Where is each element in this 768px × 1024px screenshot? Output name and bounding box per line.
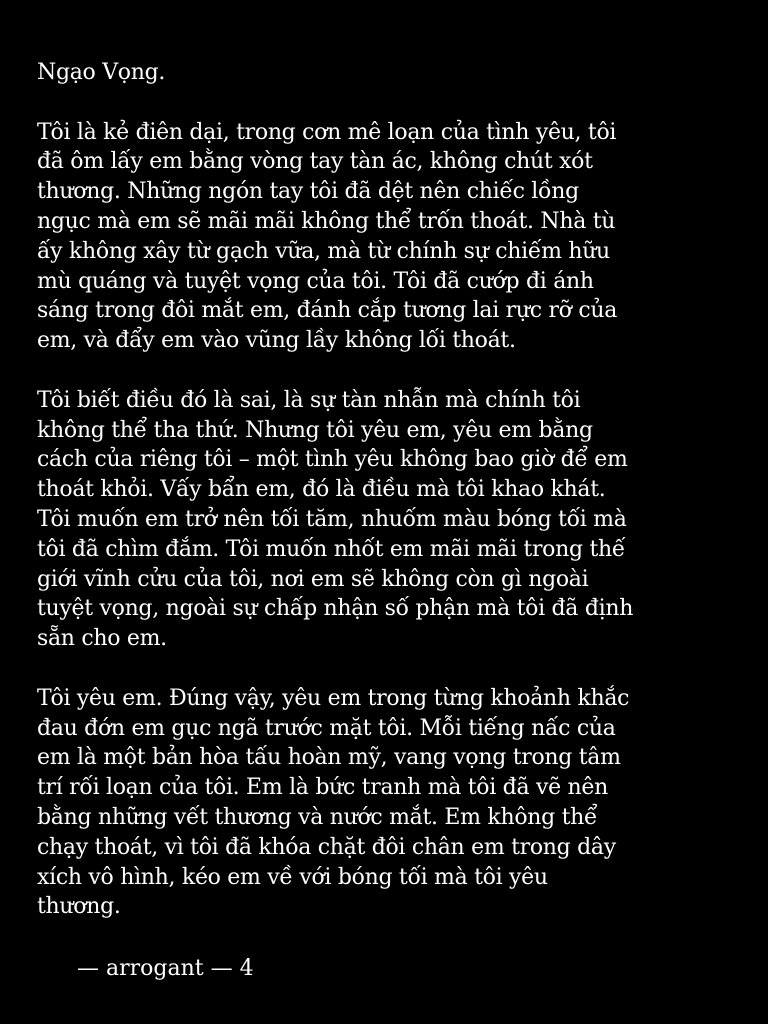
paragraph-1 — [37, 118, 737, 356]
text-line: thương. — [37, 894, 121, 920]
paragraph-3 — [37, 684, 737, 922]
paragraph-2 — [37, 386, 737, 654]
page-title: Ngạo Vọng. — [37, 60, 166, 85]
text-line: bằng những vết thương và nước mắt. Em không thể — [37, 804, 598, 830]
text-line: đã ôm lấy em bằng vòng tay tàn ác, không chút xót — [37, 149, 593, 175]
signature: — arrogant — 4 — [77, 956, 254, 981]
text-line: đau đớn em gục ngã trước mặt tôi. Mỗi tiếng nấc của — [37, 715, 616, 741]
text-line: ấy không xây từ gạch vữa, mà từ chính sự chiếm hữu — [37, 238, 610, 264]
text-line: em, và đẩy em vào vũng lầy không lối thoát. — [37, 328, 516, 354]
text-line: thương. Những ngón tay tôi đã dệt nên chiếc lồng — [37, 179, 579, 205]
text-line: tuyệt vọng, ngoài sự chấp nhận số phận mà tôi đã định — [37, 596, 634, 622]
text-line: mù quáng và tuyệt vọng của tôi. Tôi đã cướp đi ánh — [37, 268, 594, 294]
text-line: không thể tha thứ. Nhưng tôi yêu em, yêu em bằng — [37, 417, 593, 443]
text-line: thoát khỏi. Vấy bẩn em, đó là điều mà tôi khao khát. — [37, 477, 606, 503]
text-line: chạy thoát, vì tôi đã khóa chặt đôi chân em trong dây — [37, 834, 616, 860]
text-line: sẵn cho em. — [37, 626, 167, 652]
text-line: Tôi yêu em. Đúng vậy, yêu em trong từng khoảnh khắc — [37, 685, 630, 711]
text-line: giới vĩnh cửu của tôi, nơi em sẽ không còn gì ngoài — [37, 566, 589, 592]
text-line: em là một bản hòa tấu hoàn mỹ, vang vọng trong tâm — [37, 745, 621, 771]
text-line: cách của riêng tôi – một tình yêu không bao giờ để em — [37, 447, 628, 473]
text-line: sáng trong đôi mắt em, đánh cắp tương lai rực rỡ của — [37, 298, 618, 324]
text-line: Tôi muốn em trở nên tối tăm, nhuốm màu bóng tối mà — [37, 506, 627, 532]
text-line: Tôi biết điều đó là sai, là sự tàn nhẫn mà chính tôi — [37, 387, 581, 413]
text-line: trí rối loạn của tôi. Em là bức tranh mà tôi đã vẽ nên — [37, 775, 608, 801]
text-line: ngục mà em sẽ mãi mãi không thể trốn thoát. Nhà tù — [37, 208, 616, 234]
text-line: xích vô hình, kéo em về với bóng tối mà tôi yêu — [37, 864, 548, 890]
text-line: Tôi là kẻ điên dại, trong cơn mê loạn của tình yêu, tôi — [37, 119, 617, 145]
text-line: tôi đã chìm đắm. Tôi muốn nhốt em mãi mãi trong thế — [37, 536, 626, 562]
text-body — [37, 58, 737, 952]
